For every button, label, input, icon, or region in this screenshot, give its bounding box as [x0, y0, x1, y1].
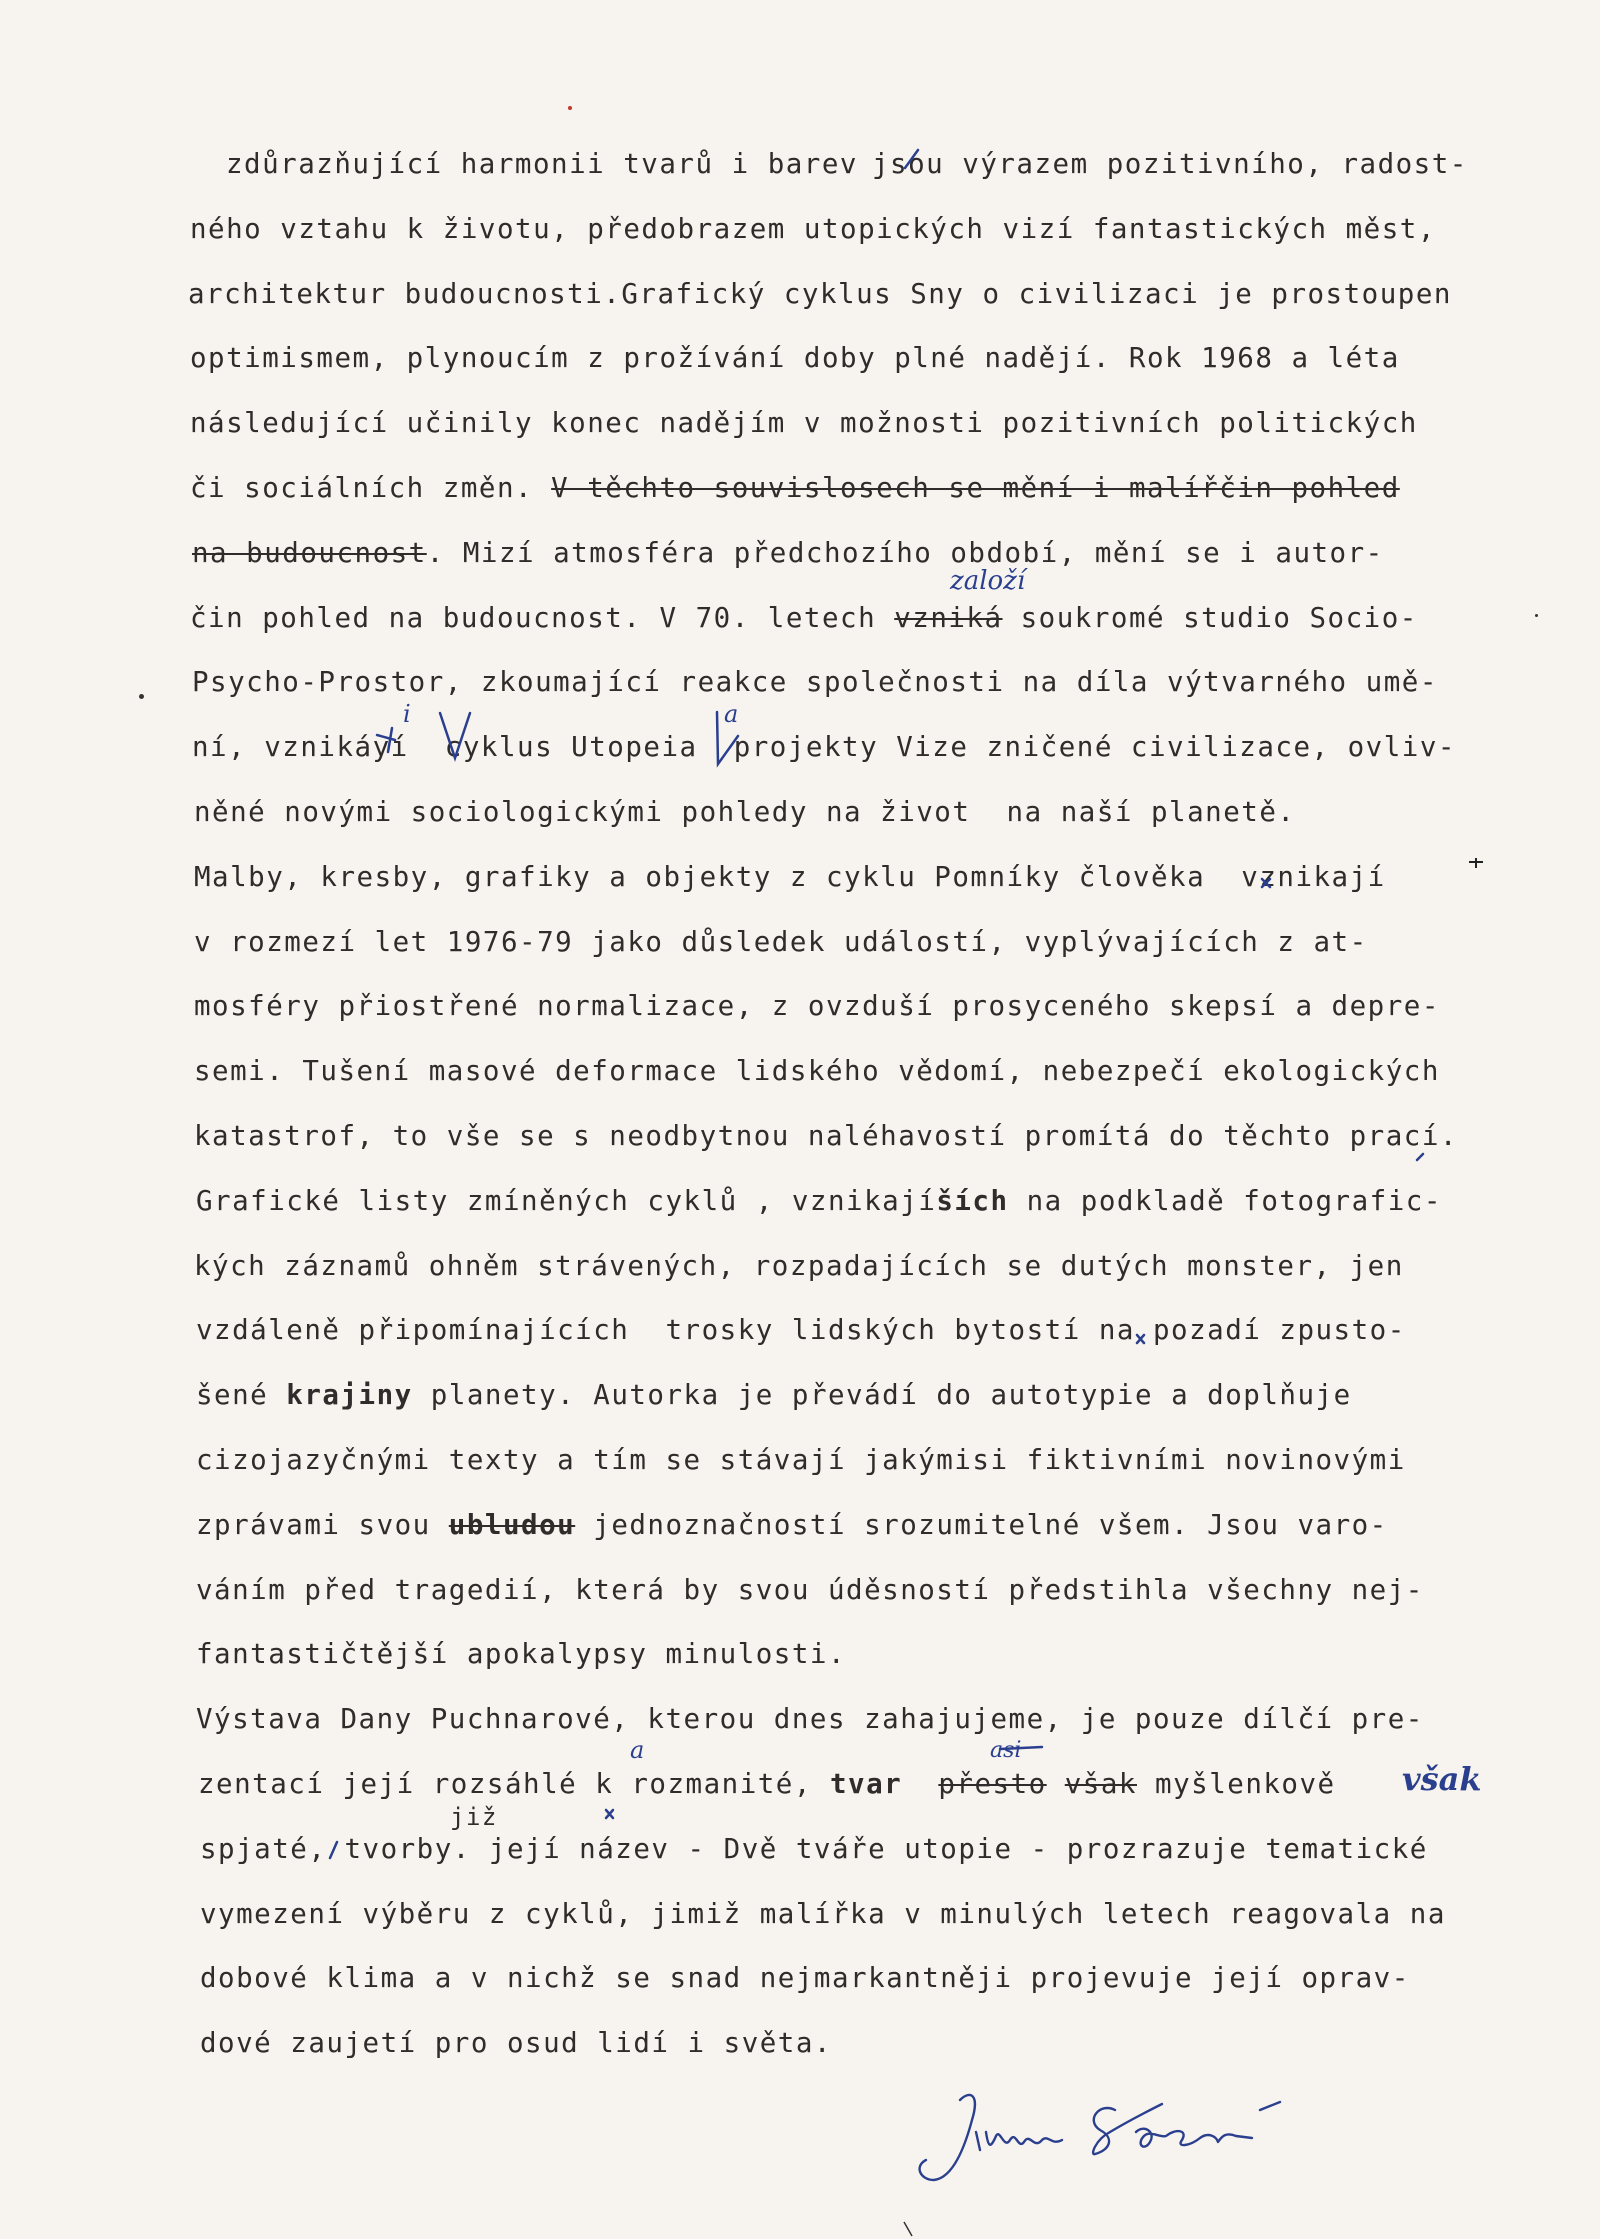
text-segment: architektur budoucnosti.Grafický cyklus Sny o civilizaci je prostoupen: [188, 278, 1452, 310]
typed-insertion: již: [450, 1803, 498, 1831]
text-segment: myšlenkově: [1136, 1768, 1336, 1800]
text-segment: Grafické listy zmíněných cyklů , vznikají: [196, 1185, 937, 1217]
text-segment: mosféry přiostřené normalizace, z ovzduší prosyceného skepsí a depre-: [194, 990, 1440, 1022]
margin-dot: [139, 694, 144, 699]
struck-text: vzniká: [894, 602, 1003, 634]
overtyped-text: ších: [936, 1185, 1009, 1217]
text-segment: něné novými sociologickými pohledy na život na naší planetě.: [194, 796, 1296, 828]
signature: [900, 2080, 1400, 2190]
handwritten-correction: a: [630, 1736, 645, 1764]
text-segment: zentací její rozsáhlé k rozmanité,: [198, 1768, 830, 1800]
comma-mark: [330, 1842, 337, 1858]
text-segment: spjaté, tvorby. její název - Dvě tváře utopie - prozrazuje tematické: [200, 1833, 1428, 1865]
text-segment: fantastičtější apokalypsy minulosti.: [196, 1638, 847, 1670]
struck-text: přesto: [938, 1768, 1047, 1800]
caret-mark: [440, 713, 470, 758]
text-segment: Psycho-Prostor, zkoumající reakce společnosti na díla výtvarného umě-: [192, 666, 1438, 698]
text-segment: optimismem, plynoucím z prožívání doby plné nadějí. Rok 1968 a léta: [190, 342, 1400, 374]
margin-dot: [1535, 614, 1538, 617]
text-segment: cizojazyčnými texty a tím se stávají jakýmisi fiktivními novinovými: [196, 1444, 1406, 1476]
text-segment: jsou výrazem pozitivního, radost-: [871, 148, 1468, 180]
text-segment: zprávami svou: [196, 1509, 449, 1541]
text-segment: čin pohled na budoucnost. V 70. letech: [190, 602, 895, 634]
text-segment: semi. Tušení masové deformace lidského vědomí, nebezpečí ekologických: [194, 1055, 1440, 1087]
comma-mark: [905, 150, 918, 168]
typo-fix: [1469, 858, 1483, 868]
text-segment: ného vztahu k životu, předobrazem utopických vizí fantastických měst,: [190, 213, 1436, 245]
text-segment: kých záznamů ohněm strávených, rozpadajících se dutých monster, jen: [194, 1250, 1404, 1282]
cross-mark: [1262, 879, 1270, 887]
text-segment: váním před tragedií, která by svou úděsností předstihla všechny nej-: [196, 1574, 1424, 1606]
strike-mark: [1000, 1747, 1042, 1749]
text-segment: soukromé studio Socio-: [1002, 602, 1418, 634]
scan-mark: [900, 2220, 920, 2239]
struck-text: na budoucnost: [192, 537, 427, 569]
caret-mark: [717, 712, 738, 764]
text-segment: ní, vznikáyí cyklus Utopeia projekty Vize zničené civilizace, ovliv-: [192, 731, 1456, 763]
struck-text: V těchto souvislosech se mění i malířčin pohled: [551, 472, 1400, 504]
scribble-mark: [377, 728, 395, 752]
text-segment: v rozmezí let 1976-79 jako důsledek událostí, vyplývajících z at-: [194, 926, 1368, 958]
struck-text: však: [1064, 1768, 1137, 1800]
text-segment: dové zaujetí pro osud lidí i světa.: [200, 2027, 832, 2059]
text-segment: katastrof, to vše se s neodbytnou naléhavostí promítá do těchto prací.: [194, 1120, 1458, 1152]
text-segment: či sociálních změn.: [190, 472, 552, 504]
text-segment: . Mizí atmosféra předchozího období, mění se i autor-: [426, 537, 1384, 569]
text-segment: na podkladě fotografic-: [1008, 1185, 1442, 1217]
handwritten-correction: asi: [990, 1738, 1022, 1763]
text-segment: vzdáleně připomínajících trosky lidských bytostí na pozadí zpusto-: [196, 1314, 1406, 1346]
handwritten-correction: založí: [950, 566, 1026, 596]
handwritten-correction: a: [724, 700, 739, 728]
handwritten-correction: i: [403, 700, 411, 728]
text-segment: vymezení výběru z cyklů, jimiž malířka v minulých letech reagovala na: [200, 1898, 1446, 1930]
text-segment: planety. Autorka je převádí do autotypie a doplňuje: [412, 1379, 1352, 1411]
text-segment: následující učinily konec nadějím v možnosti pozitivních politických: [190, 407, 1418, 439]
cross-mark: [1137, 1335, 1144, 1343]
overtyped-text: krajiny: [286, 1379, 413, 1411]
text-segment: šené: [196, 1379, 287, 1411]
struck-text: ubludou: [448, 1509, 576, 1541]
cross-mark: [606, 1810, 613, 1818]
text-segment: zdůrazňující harmonii tvarů i barev: [226, 148, 858, 180]
text-segment: jednoznačností srozumitelné všem. Jsou varo-: [575, 1509, 1388, 1541]
handwritten-correction: však: [1402, 1760, 1482, 1798]
text-segment: Malby, kresby, grafiky a objekty z cyklu Pomníky člověka vznikají: [194, 861, 1386, 893]
tick-mark: [1417, 1154, 1423, 1160]
text-segment: dobové klima a v nichž se snad nejmarkantněji projevuje její oprav-: [200, 1962, 1410, 1994]
overtyped-text: tvar: [829, 1768, 903, 1800]
text-segment: Výstava Dany Puchnarové, kterou dnes zahajujeme, je pouze dílčí pre-: [196, 1703, 1424, 1735]
